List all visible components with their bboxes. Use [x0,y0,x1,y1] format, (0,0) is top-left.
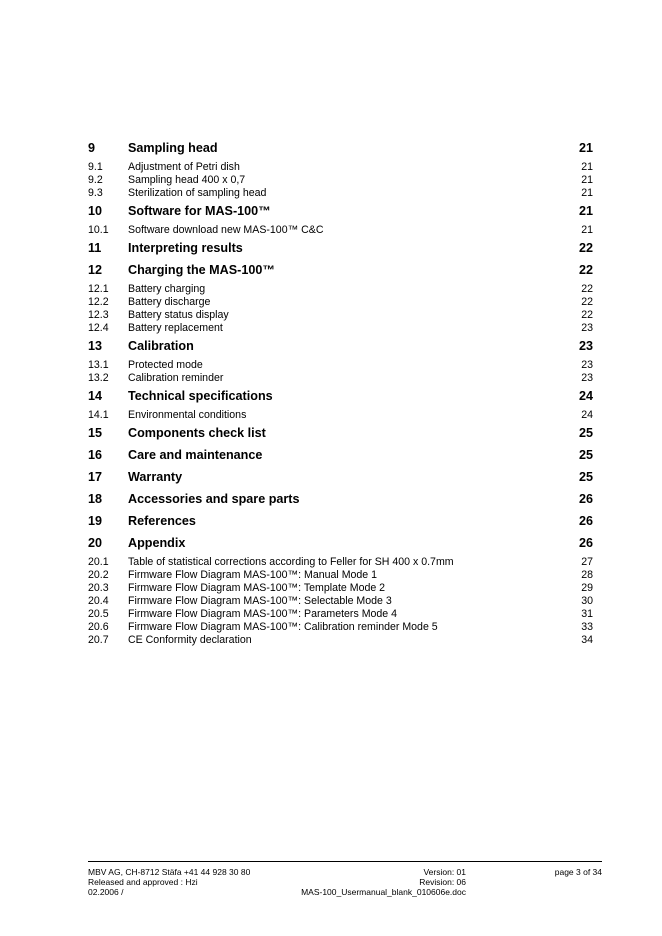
footer-address: MBV AG, CH-8712 Stäfa +41 44 928 30 80 [88,867,251,877]
toc-subsection-title: Sampling head 400 x 0,7 [128,174,246,186]
toc-section-page: 25 [578,426,593,440]
toc-section-row[interactable] [88,201,593,223]
toc-subsection-page: 21 [581,187,593,199]
toc-section-title: Accessories and spare parts [128,492,300,506]
footer-date: 02.2006 / [88,887,124,897]
toc-subsection-row[interactable] [88,173,593,186]
toc-subsection-page: 22 [581,309,593,321]
toc-subsection-page: 23 [581,372,593,384]
toc-subsection-page: 33 [581,621,593,633]
toc-section-title: Warranty [128,470,183,484]
toc-section-title: Charging the MAS-100™ [128,263,275,277]
toc-subsection-row[interactable] [88,555,593,568]
toc-section-number: 10 [88,204,103,218]
toc-section-page: 22 [578,241,593,255]
toc-subsection-title: Table of statistical corrections according to Feller for SH 400 x 0.7mm [128,556,454,568]
toc-subsection-title: Firmware Flow Diagram MAS-100™: Selectable Mode 3 [128,595,392,607]
toc-subsection-number: 20.1 [88,556,109,568]
toc-subsection-row[interactable] [88,186,593,199]
toc-section-page: 26 [578,492,593,506]
toc-subsection-page: 23 [581,322,593,334]
toc-section-row[interactable] [88,533,593,555]
page-footer [88,861,602,897]
toc-subsection-page: 21 [581,174,593,186]
toc-subsection-title: Environmental conditions [128,409,247,421]
toc-section-title: Calibration [128,339,194,353]
toc-subsection-number: 12.3 [88,309,109,321]
toc-subsection-number: 20.4 [88,595,109,607]
toc-section-page: 21 [578,141,593,155]
toc-subsection-title: Battery status display [128,309,229,321]
toc-subsection-page: 22 [581,283,593,295]
toc-section-number: 18 [88,492,103,506]
toc-subsection-page: 29 [581,582,593,594]
toc-subsection-row[interactable] [88,308,593,321]
toc-subsection-title: Sterilization of sampling head [128,187,267,199]
footer-document-info [301,867,466,897]
toc-section-page: 23 [578,339,593,353]
toc-section-row[interactable] [88,386,593,408]
toc-section-number: 13 [88,339,103,353]
toc-section-row[interactable] [88,445,593,467]
footer-company-info [88,867,250,897]
toc-section-row[interactable] [88,489,593,511]
toc-section-title: Components check list [128,426,266,440]
toc-subsection-row[interactable] [88,620,593,633]
toc-subsection-row[interactable] [88,607,593,620]
toc-subsection-row[interactable] [88,358,593,371]
toc-section-row[interactable] [88,138,593,160]
toc-section-page: 26 [578,536,593,550]
toc-section-number: 11 [88,241,102,255]
toc-section-row[interactable] [88,260,593,282]
toc-subsection-row[interactable] [88,633,593,646]
toc-subsection-page: 27 [581,556,593,568]
toc-subsection-number: 20.5 [88,608,109,620]
toc-subsection-page: 22 [581,296,593,308]
toc-subsection-number: 13.1 [88,359,109,371]
toc-section-number: 12 [88,263,103,277]
toc-subsection-page: 30 [581,595,593,607]
footer-approval: Released and approved : Hzi [88,877,198,887]
toc-spacer [88,646,593,648]
toc-section-title: References [128,514,196,528]
toc-subsection-page: 24 [581,409,593,421]
toc-subsection-title: Firmware Flow Diagram MAS-100™: Parameters Mode 4 [128,608,398,620]
toc-section-title: Appendix [128,536,186,550]
toc-subsection-number: 12.1 [88,283,109,295]
footer-page-number: page 3 of 34 [554,867,602,877]
toc-section-title: Technical specifications [128,389,273,403]
toc-section-number: 17 [88,470,103,484]
toc-subsection-number: 9.1 [88,161,103,173]
toc-section-title: Software for MAS-100™ [128,204,271,218]
toc-subsection-number: 13.2 [88,372,109,384]
toc-section-number: 19 [88,514,103,528]
toc-subsection-title: Calibration reminder [128,372,224,384]
toc-subsection-row[interactable] [88,282,593,295]
toc-subsection-number: 14.1 [88,409,109,421]
toc-subsection-row[interactable] [88,408,593,421]
toc-section-page: 24 [578,389,593,403]
toc-section-page: 25 [578,470,593,484]
toc-section-page: 26 [578,514,593,528]
toc-subsection-title: Adjustment of Petri dish [128,161,240,173]
toc-subsection-title: CE Conformity declaration [128,634,252,646]
toc-subsection-page: 21 [581,161,593,173]
toc-section-page: 21 [578,204,593,218]
toc-subsection-page: 21 [581,224,593,236]
toc-section-row[interactable] [88,238,593,260]
toc-subsection-row[interactable] [88,160,593,173]
toc-subsection-page: 23 [581,359,593,371]
toc-subsection-number: 20.3 [88,582,109,594]
toc-subsection-title: Firmware Flow Diagram MAS-100™: Manual Mode 1 [128,569,378,581]
toc-subsection-title: Software download new MAS-100™ C&C [128,224,324,236]
footer-revision: Revision: 06 [419,877,466,887]
toc-subsection-page: 28 [581,569,593,581]
toc-subsection-row[interactable] [88,223,593,236]
toc-subsection-title: Firmware Flow Diagram MAS-100™: Template Mode 2 [128,582,386,594]
table-of-contents [88,138,593,648]
toc-subsection-row[interactable] [88,581,593,594]
toc-subsection-number: 10.1 [88,224,109,236]
toc-subsection-page: 31 [581,608,593,620]
toc-subsection-number: 9.2 [88,174,103,186]
toc-subsection-number: 20.2 [88,569,109,581]
toc-subsection-page: 34 [581,634,593,646]
toc-subsection-title: Battery replacement [128,322,223,334]
toc-section-number: 20 [88,536,103,550]
toc-section-row[interactable] [88,511,593,533]
toc-section-title: Interpreting results [128,241,243,255]
toc-section-row[interactable] [88,467,593,489]
toc-section-row[interactable] [88,423,593,445]
toc-subsection-number: 12.4 [88,322,109,334]
toc-subsection-title: Firmware Flow Diagram MAS-100™: Calibration reminder Mode 5 [128,621,438,633]
toc-subsection-title: Battery charging [128,283,206,295]
footer-version: Version: 01 [423,867,466,877]
toc-subsection-title: Protected mode [128,359,203,371]
toc-section-page: 25 [578,448,593,462]
toc-subsection-row[interactable] [88,295,593,308]
footer-filename: MAS-100_Usermanual_blank_010606e.doc [301,887,466,897]
toc-section-title: Sampling head [128,141,218,155]
toc-section-number: 15 [88,426,103,440]
toc-subsection-row[interactable] [88,568,593,581]
toc-subsection-title: Battery discharge [128,296,211,308]
toc-section-number: 16 [88,448,103,462]
toc-subsection-number: 12.2 [88,296,109,308]
toc-section-row[interactable] [88,336,593,358]
toc-subsection-number: 20.6 [88,621,109,633]
toc-subsection-number: 9.3 [88,187,103,199]
toc-subsection-row[interactable] [88,594,593,607]
toc-subsection-row[interactable] [88,321,593,334]
toc-section-page: 22 [578,263,593,277]
toc-subsection-number: 20.7 [88,634,109,646]
toc-section-number: 9 [88,141,96,155]
toc-section-title: Care and maintenance [128,448,263,462]
toc-subsection-row[interactable] [88,371,593,384]
toc-section-number: 14 [88,389,103,403]
